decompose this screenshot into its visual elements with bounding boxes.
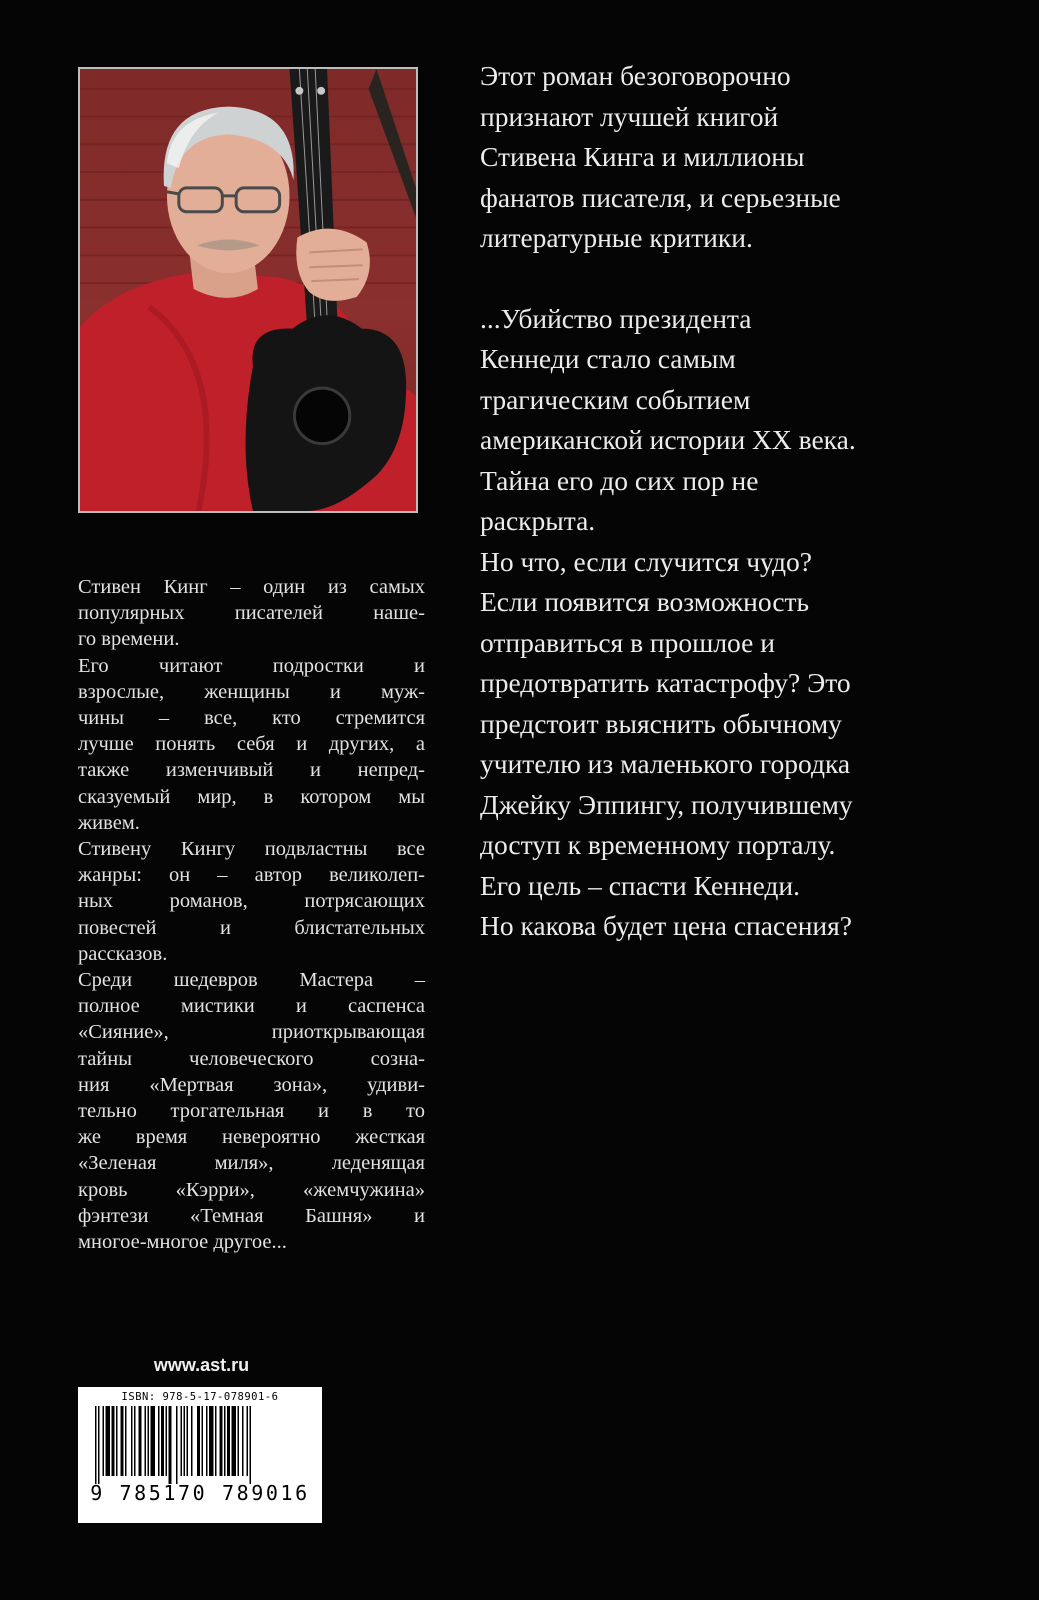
- barcode-bar: [139, 1406, 142, 1476]
- annotation-paragraph-1: [480, 56, 940, 259]
- annotation-line: Джейку Эппингу, получившему: [480, 788, 853, 820]
- annotation-line: доступ к временному порталу.: [480, 829, 836, 860]
- bio-line: взрослые, женщины и муж-: [78, 680, 425, 703]
- bio-line: Стивен Кинг – один из самых: [78, 576, 425, 598]
- barcode-bar: [187, 1406, 189, 1476]
- bio-line: «Сияние», приоткрывающая: [78, 1021, 425, 1044]
- book-annotation: [480, 56, 940, 947]
- annotation-line: Если появится возможность: [480, 586, 810, 617]
- barcode-bar: [145, 1406, 147, 1476]
- barcode-bar: [238, 1406, 240, 1476]
- publisher-website[interactable]: www.ast.ru: [153, 1355, 250, 1375]
- annotation-line: литературные критики.: [480, 222, 753, 253]
- annotation-line: Кеннеди стало самым: [480, 343, 736, 374]
- bio-line: популярных писателей наше-: [78, 602, 425, 625]
- barcode-bar: [131, 1406, 133, 1476]
- ean-number: 9 785170 789016: [90, 1481, 310, 1505]
- barcode-bar: [112, 1406, 115, 1476]
- barcode-bar: [224, 1406, 226, 1476]
- barcode-bar: [181, 1406, 183, 1476]
- bio-line: ных романов, потрясающих: [78, 890, 425, 913]
- annotation-line: Этот роман безоговорочно: [480, 60, 791, 91]
- bio-line: живем.: [78, 811, 140, 834]
- annotation-line: американской истории XX века.: [480, 424, 856, 455]
- annotation-line: трагическим событием: [480, 383, 751, 415]
- bio-line: повестей и блистательных: [78, 916, 425, 939]
- barcode-bar: [206, 1406, 208, 1476]
- barcode-bar: [134, 1406, 136, 1476]
- bio-line: кровь «Кэрри», «жемчужина»: [78, 1178, 425, 1201]
- barcode-bar: [98, 1406, 100, 1484]
- annotation-line: отправиться в прошлое и: [480, 626, 775, 658]
- barcode-bar: [202, 1406, 204, 1476]
- barcode-bar: [191, 1406, 193, 1476]
- bio-line: полное мистики и саспенса: [78, 995, 425, 1018]
- bio-line: тельно трогательная и в то: [78, 1100, 425, 1123]
- annotation-line: Его цель – спасти Кеннеди.: [480, 869, 801, 901]
- annotation-line: Но что, если случится чудо?: [480, 545, 812, 577]
- bio-line: рассказов.: [78, 942, 168, 965]
- barcode-bar: [176, 1406, 178, 1484]
- annotation-line: Но какова будет цена спасения?: [480, 910, 852, 941]
- bio-line: также изменчивый и непред-: [78, 759, 425, 782]
- annotation-line: раскрыта.: [480, 505, 596, 536]
- bio-line: Среди шедевров Мастера –: [78, 969, 425, 992]
- barcode-bars: [87, 1406, 313, 1484]
- barcode-bar: [220, 1406, 223, 1476]
- bio-line: тайны человеческого созна-: [78, 1047, 425, 1070]
- annotation-line: ...Убийство президента: [480, 302, 752, 334]
- author-bio: [78, 574, 425, 1255]
- barcode-bar: [148, 1406, 150, 1476]
- annotation-line: признают лучшей книгой: [480, 100, 779, 132]
- barcode-bar: [184, 1406, 186, 1476]
- barcode-bar: [250, 1406, 252, 1484]
- barcode-bar: [151, 1406, 156, 1476]
- bio-line: Его читают подростки и: [78, 654, 425, 677]
- bio-line: сказуемый мир, в котором мы: [78, 785, 425, 808]
- barcode-bar: [215, 1406, 217, 1476]
- bio-line: чины – все, кто стремится: [78, 707, 425, 730]
- annotation-line: учителю из маленького городка: [480, 748, 851, 779]
- paragraph-gap: [480, 259, 940, 299]
- bio-line: го времени.: [78, 628, 180, 651]
- barcode-bar: [232, 1406, 237, 1476]
- barcode-bar: [121, 1406, 124, 1476]
- annotation-line: Тайна его до сих пор не: [480, 464, 759, 496]
- barcode-bar: [169, 1406, 172, 1484]
- barcode-bar: [247, 1406, 249, 1476]
- annotation-line: предстоит выяснить обычному: [480, 707, 842, 739]
- annotation-line: фанатов писателя, и серьезные: [480, 181, 841, 213]
- barcode-bar: [242, 1406, 244, 1476]
- annotation-paragraph-2: [480, 299, 940, 947]
- annotation-line: предотвратить катастрофу? Это: [480, 667, 851, 698]
- barcode-bar: [103, 1406, 105, 1476]
- barcode-bar: [125, 1406, 127, 1476]
- isbn-label: ISBN: 978-5-17-078901-6: [121, 1391, 279, 1403]
- bio-line: «Зеленая миля», леденящая: [78, 1152, 425, 1175]
- author-portrait-illustration: [80, 69, 416, 511]
- author-photo: [78, 67, 418, 513]
- barcode-bar: [227, 1406, 230, 1476]
- annotation-line: Стивена Кинга и миллионы: [480, 141, 805, 172]
- bio-line: лучше понять себя и других, а: [78, 733, 425, 756]
- bio-line: фэнтези «Темная Башня» и: [78, 1204, 425, 1227]
- barcode-bar: [209, 1406, 214, 1476]
- bio-line: многое-многое другое...: [78, 1231, 287, 1254]
- bio-line: Стивену Кингу подвластны все: [78, 838, 425, 861]
- bio-line: же время невероятно жесткая: [78, 1126, 425, 1149]
- barcode-bar: [95, 1406, 97, 1484]
- barcode-bar: [116, 1406, 118, 1476]
- barcode-bar: [166, 1406, 168, 1476]
- bio-line: жанры: он – автор великолеп-: [78, 864, 425, 887]
- barcode-bar: [158, 1406, 160, 1476]
- bio-line: ния «Мертвая зона», удиви-: [78, 1073, 425, 1096]
- barcode-bar: [197, 1406, 200, 1476]
- barcode-bar: [106, 1406, 111, 1476]
- barcode-bar: [161, 1406, 164, 1476]
- isbn-barcode: [78, 1387, 322, 1523]
